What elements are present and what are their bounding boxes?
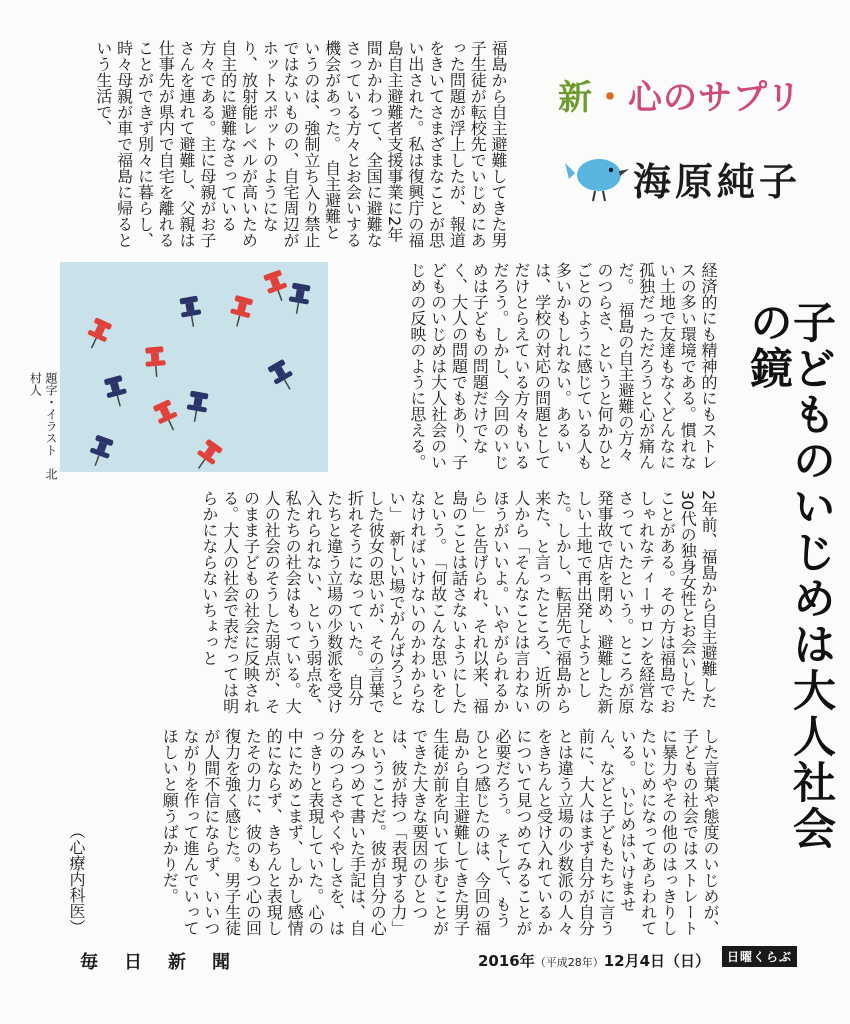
body-block-2-text: 経済的にも精神的にもストレスの多い環境である。慣れない土地で友達もなくどんなに孤独だっただろうと心が痛んだ。 福島の自主避難の方々のつらさ、というと何かひとごとのように感じている人も多いかもしれない。あるいは、学校の対応の問題としてだけとらえている方々もいるだろう。しかし、今回のいじめは子どもの問題だけでなく、大人の問題でもあり、子どものいじめは大人社会のいじめの反映のように思える。 [407, 262, 718, 470]
illustration-caption: 題字・イラスト 北村人 [28, 372, 58, 480]
body-block-4 [95, 728, 720, 943]
pushpin-navy [287, 282, 312, 315]
series-title [558, 70, 802, 119]
pushpin-red [227, 295, 254, 329]
body-block-4-text: した言葉や態度のいじめが、子どもの社会ではストレートに暴力やその他のはっきりしたいじめになってあらわれている。 いじめはいけません、などと子どもたちに言う前に、大人はまず自分が自分とは違う立場の少数派の人々をきちんと受け入れているかについて見つめてみることが必要だろう。 そして、もうひとつ感じたのは、今回の福島から自主避難してきた男子生徒が前を向いて歩むことができた大きな要因のひとつは、彼が持つ「表現する力」ということだ。彼が自分の心をみつめて書いた手記は、自分のつらさやくやしさを、はっきりと表現していた。心の中にためこまず、しかし感情的にならず、きちんと表現したその力に、彼のもつ心の回復力を強く感じた。男子生徒が人間不信にならず、いいつながりを作って進んでいってほしいと願うばかりだ。 [160, 728, 720, 936]
section-badge: 日曜くらぶ [722, 946, 797, 967]
series-title-part1: 新 [558, 78, 593, 118]
headline: 子どものいじめは大人社会の鏡 [743, 300, 836, 852]
pushpin-red [82, 317, 113, 353]
bird-icon [565, 145, 631, 203]
pushpin-navy [185, 390, 210, 423]
pushpin-navy [86, 434, 115, 469]
illustration [60, 262, 328, 472]
pushpin-red [144, 346, 167, 378]
body-block-1-text: 福島から自主避難してきた男子生徒が転校先でいじめにあった問題が浮上したが、報道をきいてさまざまなことが思い出された。私は復興庁の福島自主避難者支援事業に2年間かかわって、全国に避難なさっている方々とお会いする機会があった。 自主避難というのは、強制立ち入り禁止ではないものの、自宅周辺がホットスポットのようになり、放射能レベルが高いため自主的に避難なさっている方々である。主に母親がお子さんを連れて避難し、父親は仕事先が県内で自宅を離れることができず別々に暮らし、時々母親が車で福島に帰るという生活で、 [93, 40, 508, 248]
pushpin-red [262, 269, 291, 304]
date-year: 2016年 [478, 952, 535, 970]
body-block-3 [168, 490, 718, 715]
pushpin-navy [178, 295, 203, 328]
pushpin-red [190, 438, 224, 474]
date-era: （平成28年） [534, 956, 604, 969]
author-name: 海原純子 [633, 159, 802, 204]
series-title-part2: 心のサプリ [628, 78, 802, 118]
body-block-3-text: 2年前、福島から自主避難した30代の独身女性とお会いしたことがある。その方は福島でおしゃれなティーサロンを経営なさっていたという。ところが原発事故で店を閉め、避難した新しい土地で再出発しようとした。しかし、転居先で福島から来た、と言ったところ、近所の人から「そんなことは言わないほうがいいよ。いやがられるから」と告げられ、それ以来、福島のことは話さないようにしたという。 「何故こんな思いをしなければいけないのかわからない」 新しい場でがんばろうとした彼女の思いが、その言葉で折れそうになっていた。 自分たちと違う立場の少数派を受け入れられない、という弱点を、私たちの社会はもっている。大人の社会のそうした弱点が、そのまま子どもの社会に反映される。大人の社会で表だっては明らかにならないちょっと [199, 490, 718, 714]
series-title-dot: ・ [593, 78, 628, 118]
author-row [565, 145, 815, 205]
pushpins-illustration [60, 262, 328, 472]
body-block-1 [93, 40, 508, 250]
body-block-2 [368, 262, 718, 472]
publication-date [478, 950, 710, 971]
pushpin-red [152, 399, 183, 435]
date-day: 12月4日（日） [603, 952, 711, 970]
newspaper-name: 毎日新聞 [80, 952, 256, 973]
author-title: （心療内科医） [67, 823, 86, 935]
pushpin-navy [103, 375, 130, 409]
pushpin-navy [266, 358, 298, 394]
